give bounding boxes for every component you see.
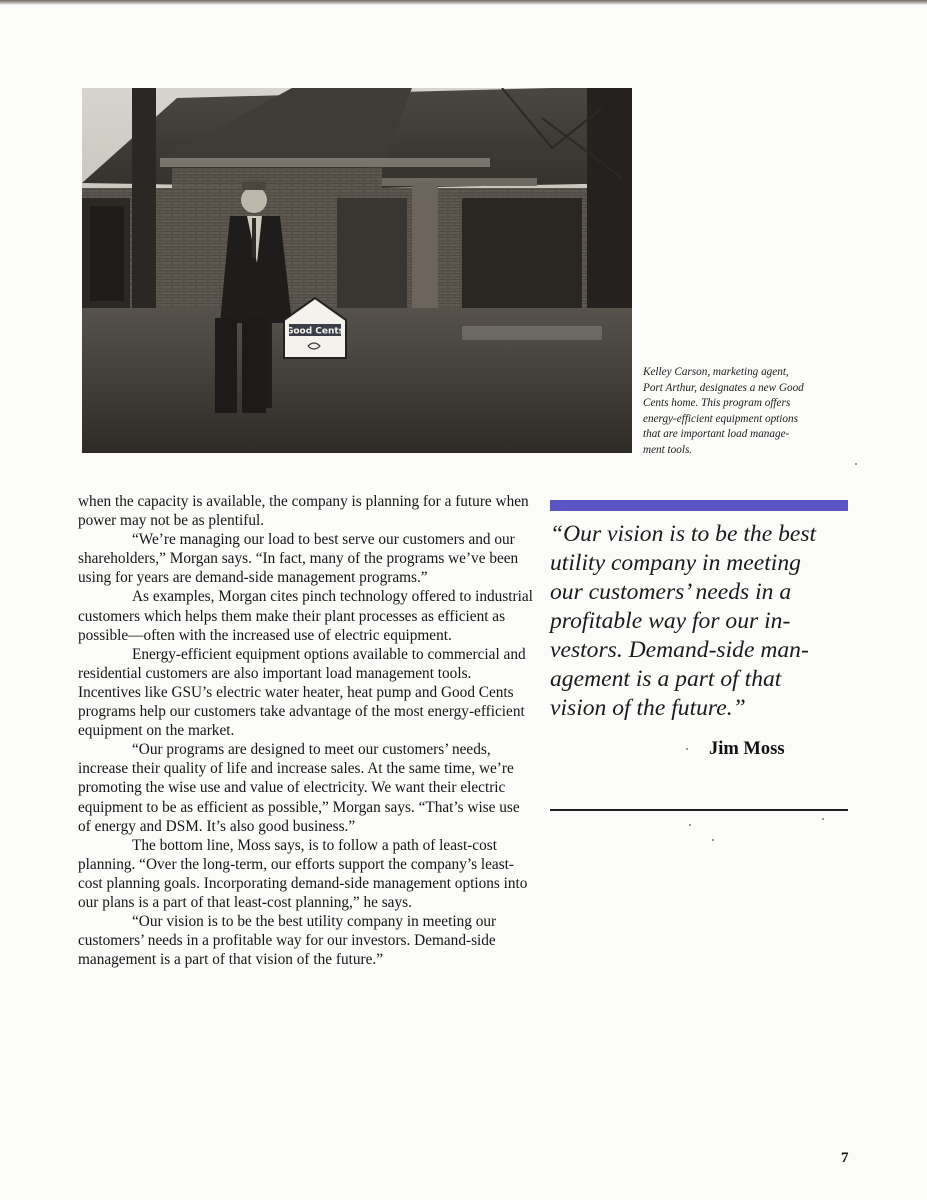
pullquote-line: agement is a part of that <box>550 666 782 692</box>
pullquote-bottom-rule <box>550 809 848 811</box>
caption-line: that are important load manage- <box>643 428 790 441</box>
body-paragraph: “We’re managing our load to best serve our customers and our shareholders,” Morgan says. “In fact, many of the programs we’ve been using for years are demand-side management programs.” <box>78 531 519 587</box>
caption-line: Cents home. This program offers <box>643 397 791 410</box>
caption-line: Kelley Carson, marketing agent, <box>643 366 789 378</box>
body-paragraph: Energy-efficient equipment options available to commercial and residential customers are also important load management tools. Incentives like GSU’s electric water heater, heat pump and Good Cents programs help our customers take advantage of the most energy-efficient equipment on the market. <box>78 645 526 740</box>
scan-speck <box>712 839 714 841</box>
body-paragraph: The bottom line, Moss says, is to follow a path of least-cost planning. “Over the long-term, our efforts support the company’s least-cost planning goals. Incorporating demand-side management options into our plans is a part of that least-cost planning,” he says. <box>78 836 528 911</box>
caption-line: ment tools. <box>643 443 693 456</box>
body-paragraph: when the capacity is available, the company is planning for a future when power may not be as plentiful. <box>78 493 529 530</box>
scan-speck <box>686 748 688 750</box>
caption-line: Port Arthur, designates a new Good <box>643 381 804 394</box>
page-top-edge <box>0 0 927 5</box>
pullquote-line: utility company in meeting <box>550 550 801 576</box>
pullquote <box>550 520 855 723</box>
pullquote-attribution: Jim Moss <box>709 739 785 759</box>
pullquote-line: vestors. Demand-side man- <box>550 637 809 663</box>
pullquote-line: profitable way for our in- <box>550 608 791 634</box>
pullquote-line: vision of the future.” <box>550 695 746 721</box>
article-body <box>78 492 533 969</box>
photo-good-cents-home <box>82 88 632 453</box>
pullquote-line: our customers’ needs in a <box>550 579 792 605</box>
scan-speck <box>689 824 691 826</box>
page-number: 7 <box>841 1150 849 1166</box>
caption-line: energy-efficient equipment options <box>643 412 798 425</box>
photo-caption <box>643 365 858 459</box>
pullquote-line: “Our vision is to be the best <box>550 521 817 547</box>
body-paragraph: As examples, Morgan cites pinch technology offered to industrial customers which helps them make their plant processes as efficient as possible—often with the increased use of electric equipment. <box>78 588 533 644</box>
scan-speck <box>855 463 857 465</box>
body-paragraph: “Our programs are designed to meet our customers’ needs, increase their quality of life and increase sales. At the same time, we’re promoting the wise use and value of electricity. We want their electric equipment to be as efficient as possible,” Morgan says. “That’s wise use of energy and DSM. It’s also good business.” <box>78 741 520 835</box>
pullquote-accent-bar <box>550 500 848 511</box>
good-cents-sign-label: Good Cents <box>285 326 345 337</box>
body-paragraph: “Our vision is to be the best utility company in meeting our customers’ needs in a profitable way for our investors. Demand-side management is a part of that vision of the future.” <box>78 913 497 969</box>
scan-speck <box>822 818 824 820</box>
